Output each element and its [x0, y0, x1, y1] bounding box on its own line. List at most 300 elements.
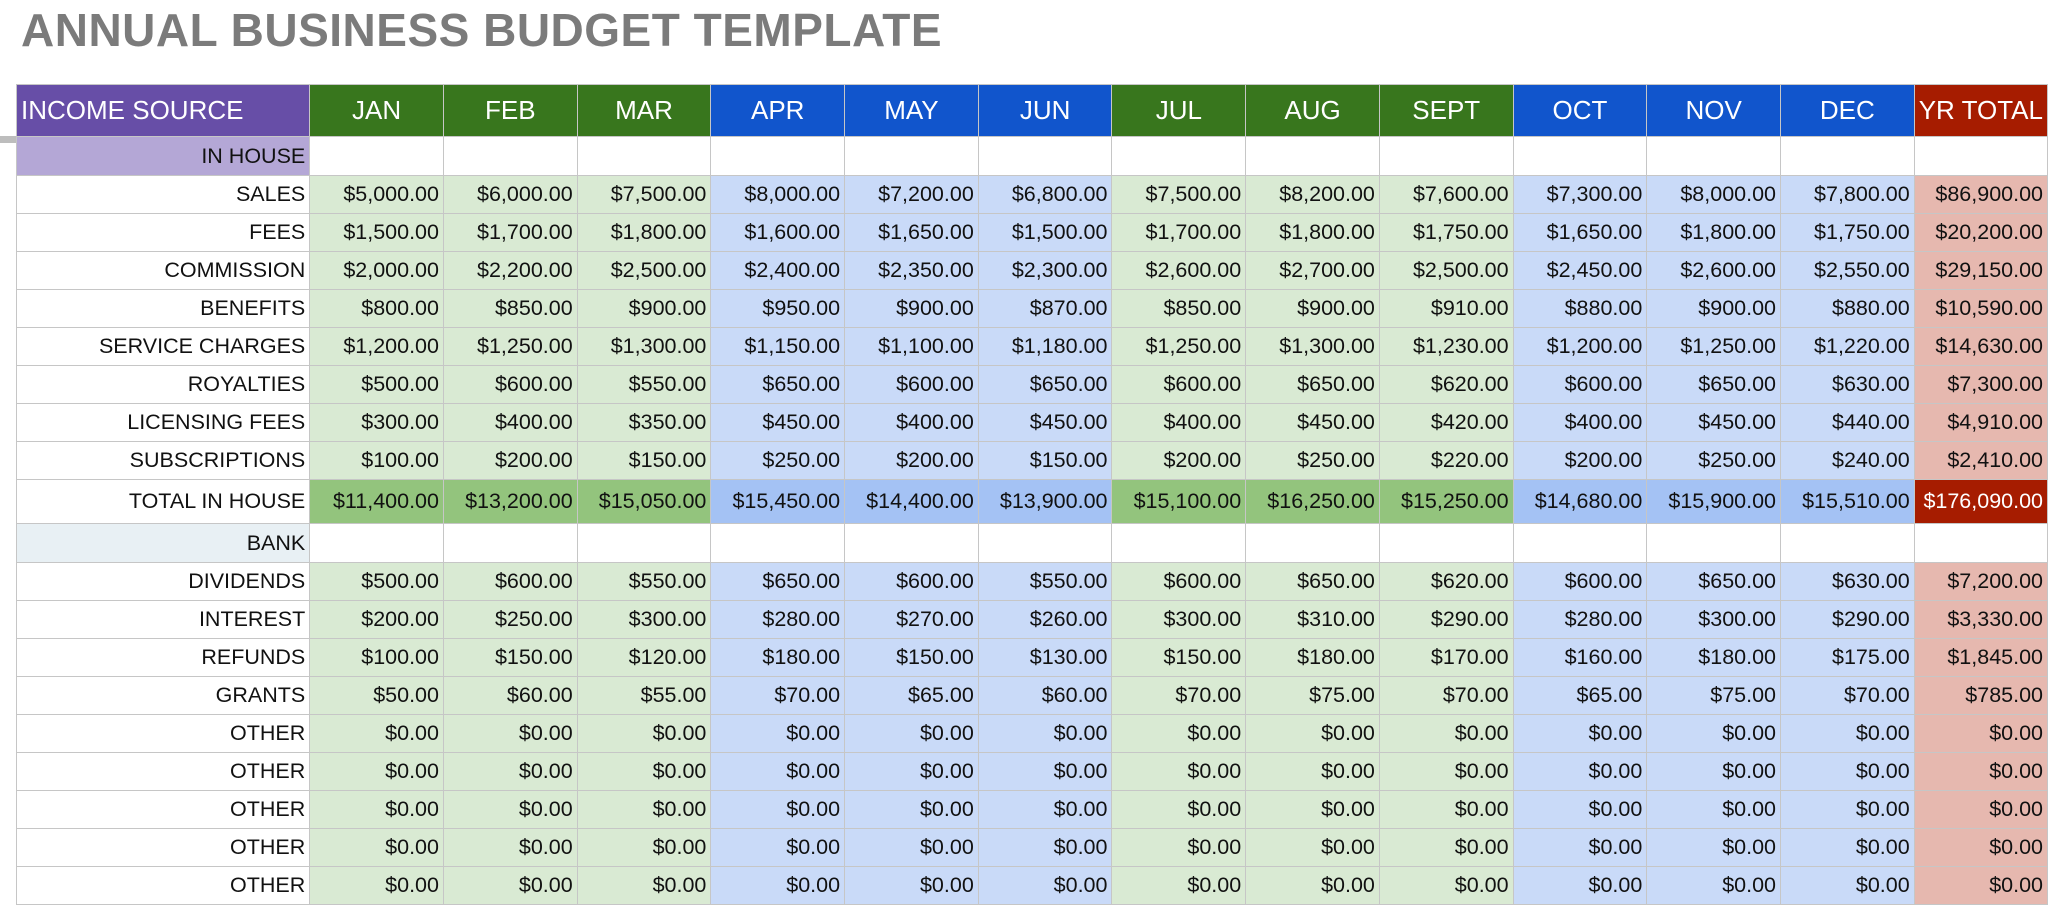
- total-row-label[interactable]: TOTAL IN HOUSE: [17, 480, 310, 524]
- value-cell-jul[interactable]: $0.00: [1112, 753, 1246, 791]
- value-cell-jul[interactable]: $2,600.00: [1112, 252, 1246, 290]
- value-cell-dec[interactable]: $0.00: [1781, 829, 1915, 867]
- value-cell-apr[interactable]: $0.00: [711, 867, 845, 905]
- yr-total-cell[interactable]: $0.00: [1914, 829, 2047, 867]
- value-cell-sept[interactable]: $0.00: [1379, 791, 1513, 829]
- value-cell-sept[interactable]: $420.00: [1379, 404, 1513, 442]
- section-heading-bank[interactable]: BANK: [17, 524, 310, 563]
- value-cell-jan[interactable]: $0.00: [310, 829, 444, 867]
- value-cell-may[interactable]: $600.00: [845, 563, 979, 601]
- value-cell-oct[interactable]: $1,200.00: [1513, 328, 1647, 366]
- value-cell-mar[interactable]: $2,500.00: [577, 252, 711, 290]
- row-label[interactable]: FEES: [17, 214, 310, 252]
- table-row: [17, 404, 2048, 442]
- value-cell-jun[interactable]: $150.00: [978, 442, 1112, 480]
- value-cell-mar[interactable]: $1,300.00: [577, 328, 711, 366]
- value-cell-feb[interactable]: $0.00: [443, 829, 577, 867]
- table-row: [17, 677, 2048, 715]
- value-cell-nov[interactable]: $2,600.00: [1647, 252, 1781, 290]
- yr-total-cell[interactable]: $14,630.00: [1914, 328, 2047, 366]
- month-header-apr[interactable]: APR: [711, 85, 845, 137]
- value-cell-oct[interactable]: $600.00: [1513, 563, 1647, 601]
- value-cell-sept[interactable]: $0.00: [1379, 753, 1513, 791]
- value-cell-oct[interactable]: $2,450.00: [1513, 252, 1647, 290]
- value-cell-feb[interactable]: $0.00: [443, 791, 577, 829]
- yr-total-cell[interactable]: $0.00: [1914, 753, 2047, 791]
- value-cell-mar[interactable]: $550.00: [577, 563, 711, 601]
- value-cell-dec[interactable]: $440.00: [1781, 404, 1915, 442]
- value-cell-aug[interactable]: $900.00: [1246, 290, 1380, 328]
- value-cell-dec[interactable]: $630.00: [1781, 563, 1915, 601]
- value-cell-nov[interactable]: $650.00: [1647, 563, 1781, 601]
- value-cell-apr[interactable]: $180.00: [711, 639, 845, 677]
- value-cell-apr[interactable]: $650.00: [711, 563, 845, 601]
- row-label[interactable]: SALES: [17, 176, 310, 214]
- row-label[interactable]: COMMISSION: [17, 252, 310, 290]
- section-heading-in-house[interactable]: IN HOUSE: [17, 137, 310, 176]
- value-cell-jul[interactable]: $300.00: [1112, 601, 1246, 639]
- value-cell-jul[interactable]: $400.00: [1112, 404, 1246, 442]
- value-cell-jan[interactable]: $0.00: [310, 791, 444, 829]
- value-cell-jul[interactable]: $850.00: [1112, 290, 1246, 328]
- yr-total-cell[interactable]: $29,150.00: [1914, 252, 2047, 290]
- value-cell-sept[interactable]: $620.00: [1379, 563, 1513, 601]
- value-cell-jun[interactable]: $1,180.00: [978, 328, 1112, 366]
- row-label[interactable]: GRANTS: [17, 677, 310, 715]
- value-cell-aug[interactable]: $1,800.00: [1246, 214, 1380, 252]
- section-row-in-house: [17, 137, 2048, 176]
- yr-total-cell[interactable]: $7,300.00: [1914, 366, 2047, 404]
- value-cell-dec[interactable]: $290.00: [1781, 601, 1915, 639]
- blank-cell[interactable]: [1246, 137, 1380, 176]
- blank-cell[interactable]: [1647, 137, 1781, 176]
- row-label[interactable]: SUBSCRIPTIONS: [17, 442, 310, 480]
- value-cell-may[interactable]: $0.00: [845, 715, 979, 753]
- month-header-dec[interactable]: DEC: [1781, 85, 1915, 137]
- row-label[interactable]: DIVIDENDS: [17, 563, 310, 601]
- value-cell-apr[interactable]: $2,400.00: [711, 252, 845, 290]
- row-label[interactable]: OTHER: [17, 715, 310, 753]
- blank-cell[interactable]: [1781, 137, 1915, 176]
- income-source-header[interactable]: INCOME SOURCE: [17, 85, 310, 137]
- value-cell-nov[interactable]: $0.00: [1647, 791, 1781, 829]
- value-cell-jan[interactable]: $100.00: [310, 442, 444, 480]
- table-row: [17, 442, 2048, 480]
- blank-cell[interactable]: [1513, 137, 1647, 176]
- value-cell-nov[interactable]: $75.00: [1647, 677, 1781, 715]
- value-cell-jun[interactable]: $260.00: [978, 601, 1112, 639]
- value-cell-sept[interactable]: $170.00: [1379, 639, 1513, 677]
- value-cell-mar[interactable]: $1,800.00: [577, 214, 711, 252]
- value-cell-feb[interactable]: $200.00: [443, 442, 577, 480]
- value-cell-jul[interactable]: $0.00: [1112, 791, 1246, 829]
- value-cell-may[interactable]: $200.00: [845, 442, 979, 480]
- value-cell-jan[interactable]: $800.00: [310, 290, 444, 328]
- value-cell-sept[interactable]: $290.00: [1379, 601, 1513, 639]
- value-cell-apr[interactable]: $0.00: [711, 715, 845, 753]
- blank-cell[interactable]: [577, 137, 711, 176]
- value-cell-aug[interactable]: $2,700.00: [1246, 252, 1380, 290]
- total-cell-jul[interactable]: $15,100.00: [1112, 480, 1246, 524]
- value-cell-apr[interactable]: $0.00: [711, 753, 845, 791]
- blank-cell[interactable]: [1914, 137, 2047, 176]
- value-cell-jun[interactable]: $1,500.00: [978, 214, 1112, 252]
- value-cell-mar[interactable]: $0.00: [577, 753, 711, 791]
- blank-cell[interactable]: [978, 524, 1112, 563]
- row-label[interactable]: LICENSING FEES: [17, 404, 310, 442]
- blank-cell[interactable]: [1647, 524, 1781, 563]
- value-cell-jan[interactable]: $1,500.00: [310, 214, 444, 252]
- value-cell-aug[interactable]: $0.00: [1246, 753, 1380, 791]
- value-cell-jul[interactable]: $7,500.00: [1112, 176, 1246, 214]
- value-cell-may[interactable]: $0.00: [845, 829, 979, 867]
- grand-total-cell[interactable]: $176,090.00: [1914, 480, 2047, 524]
- value-cell-dec[interactable]: $70.00: [1781, 677, 1915, 715]
- yr-total-cell[interactable]: $0.00: [1914, 715, 2047, 753]
- value-cell-aug[interactable]: $0.00: [1246, 715, 1380, 753]
- value-cell-dec[interactable]: $240.00: [1781, 442, 1915, 480]
- value-cell-jan[interactable]: $2,000.00: [310, 252, 444, 290]
- value-cell-nov[interactable]: $0.00: [1647, 715, 1781, 753]
- total-cell-sept[interactable]: $15,250.00: [1379, 480, 1513, 524]
- value-cell-may[interactable]: $150.00: [845, 639, 979, 677]
- value-cell-jan[interactable]: $50.00: [310, 677, 444, 715]
- row-label[interactable]: INTEREST: [17, 601, 310, 639]
- value-cell-jul[interactable]: $600.00: [1112, 563, 1246, 601]
- value-cell-aug[interactable]: $180.00: [1246, 639, 1380, 677]
- value-cell-mar[interactable]: $0.00: [577, 867, 711, 905]
- yr-total-cell[interactable]: $2,410.00: [1914, 442, 2047, 480]
- value-cell-sept[interactable]: $620.00: [1379, 366, 1513, 404]
- total-cell-feb[interactable]: $13,200.00: [443, 480, 577, 524]
- blank-cell[interactable]: [577, 524, 711, 563]
- value-cell-jun[interactable]: $650.00: [978, 366, 1112, 404]
- value-cell-jul[interactable]: $70.00: [1112, 677, 1246, 715]
- value-cell-jan[interactable]: $0.00: [310, 753, 444, 791]
- value-cell-dec[interactable]: $1,750.00: [1781, 214, 1915, 252]
- total-cell-jun[interactable]: $13,900.00: [978, 480, 1112, 524]
- total-cell-nov[interactable]: $15,900.00: [1647, 480, 1781, 524]
- value-cell-feb[interactable]: $6,000.00: [443, 176, 577, 214]
- blank-cell[interactable]: [711, 137, 845, 176]
- value-cell-mar[interactable]: $900.00: [577, 290, 711, 328]
- value-cell-may[interactable]: $1,650.00: [845, 214, 979, 252]
- value-cell-aug[interactable]: $75.00: [1246, 677, 1380, 715]
- value-cell-aug[interactable]: $8,200.00: [1246, 176, 1380, 214]
- value-cell-sept[interactable]: $70.00: [1379, 677, 1513, 715]
- row-label[interactable]: REFUNDS: [17, 639, 310, 677]
- value-cell-nov[interactable]: $300.00: [1647, 601, 1781, 639]
- value-cell-jan[interactable]: $200.00: [310, 601, 444, 639]
- value-cell-jan[interactable]: $5,000.00: [310, 176, 444, 214]
- value-cell-may[interactable]: $0.00: [845, 753, 979, 791]
- value-cell-jul[interactable]: $600.00: [1112, 366, 1246, 404]
- value-cell-mar[interactable]: $7,500.00: [577, 176, 711, 214]
- total-cell-may[interactable]: $14,400.00: [845, 480, 979, 524]
- value-cell-jan[interactable]: $300.00: [310, 404, 444, 442]
- value-cell-jun[interactable]: $0.00: [978, 867, 1112, 905]
- value-cell-apr[interactable]: $450.00: [711, 404, 845, 442]
- month-header-feb[interactable]: FEB: [443, 85, 577, 137]
- value-cell-mar[interactable]: $550.00: [577, 366, 711, 404]
- value-cell-jul[interactable]: $0.00: [1112, 829, 1246, 867]
- value-cell-aug[interactable]: $250.00: [1246, 442, 1380, 480]
- value-cell-aug[interactable]: $0.00: [1246, 791, 1380, 829]
- value-cell-feb[interactable]: $60.00: [443, 677, 577, 715]
- value-cell-jul[interactable]: $1,700.00: [1112, 214, 1246, 252]
- total-cell-apr[interactable]: $15,450.00: [711, 480, 845, 524]
- value-cell-dec[interactable]: $630.00: [1781, 366, 1915, 404]
- yr-total-cell[interactable]: $20,200.00: [1914, 214, 2047, 252]
- row-label[interactable]: BENEFITS: [17, 290, 310, 328]
- blank-cell[interactable]: [443, 524, 577, 563]
- yr-total-cell[interactable]: $10,590.00: [1914, 290, 2047, 328]
- blank-cell[interactable]: [711, 524, 845, 563]
- blank-cell[interactable]: [1379, 524, 1513, 563]
- value-cell-dec[interactable]: $0.00: [1781, 753, 1915, 791]
- blank-cell[interactable]: [1781, 524, 1915, 563]
- blank-cell[interactable]: [1246, 524, 1380, 563]
- blank-cell[interactable]: [1513, 524, 1647, 563]
- total-cell-aug[interactable]: $16,250.00: [1246, 480, 1380, 524]
- value-cell-sept[interactable]: $1,230.00: [1379, 328, 1513, 366]
- month-header-jan[interactable]: JAN: [310, 85, 444, 137]
- value-cell-jun[interactable]: $0.00: [978, 791, 1112, 829]
- value-cell-may[interactable]: $600.00: [845, 366, 979, 404]
- value-cell-mar[interactable]: $55.00: [577, 677, 711, 715]
- month-header-aug[interactable]: AUG: [1246, 85, 1380, 137]
- month-header-jun[interactable]: JUN: [978, 85, 1112, 137]
- value-cell-nov[interactable]: $900.00: [1647, 290, 1781, 328]
- value-cell-may[interactable]: $7,200.00: [845, 176, 979, 214]
- value-cell-aug[interactable]: $650.00: [1246, 366, 1380, 404]
- value-cell-nov[interactable]: $8,000.00: [1647, 176, 1781, 214]
- month-header-mar[interactable]: MAR: [577, 85, 711, 137]
- value-cell-feb[interactable]: $250.00: [443, 601, 577, 639]
- value-cell-sept[interactable]: $0.00: [1379, 829, 1513, 867]
- month-header-jul[interactable]: JUL: [1112, 85, 1246, 137]
- value-cell-feb[interactable]: $600.00: [443, 366, 577, 404]
- value-cell-jun[interactable]: $0.00: [978, 753, 1112, 791]
- value-cell-feb[interactable]: $0.00: [443, 867, 577, 905]
- total-cell-dec[interactable]: $15,510.00: [1781, 480, 1915, 524]
- value-cell-jun[interactable]: $870.00: [978, 290, 1112, 328]
- value-cell-sept[interactable]: $0.00: [1379, 867, 1513, 905]
- value-cell-jun[interactable]: $550.00: [978, 563, 1112, 601]
- value-cell-may[interactable]: $1,100.00: [845, 328, 979, 366]
- total-cell-oct[interactable]: $14,680.00: [1513, 480, 1647, 524]
- total-cell-jan[interactable]: $11,400.00: [310, 480, 444, 524]
- value-cell-nov[interactable]: $450.00: [1647, 404, 1781, 442]
- value-cell-apr[interactable]: $0.00: [711, 829, 845, 867]
- value-cell-feb[interactable]: $850.00: [443, 290, 577, 328]
- yr-total-cell[interactable]: $4,910.00: [1914, 404, 2047, 442]
- value-cell-may[interactable]: $0.00: [845, 867, 979, 905]
- value-cell-dec[interactable]: $0.00: [1781, 867, 1915, 905]
- value-cell-feb[interactable]: $600.00: [443, 563, 577, 601]
- value-cell-jan[interactable]: $500.00: [310, 366, 444, 404]
- value-cell-may[interactable]: $900.00: [845, 290, 979, 328]
- value-cell-dec[interactable]: $880.00: [1781, 290, 1915, 328]
- value-cell-jul[interactable]: $150.00: [1112, 639, 1246, 677]
- value-cell-may[interactable]: $0.00: [845, 791, 979, 829]
- value-cell-mar[interactable]: $0.00: [577, 829, 711, 867]
- value-cell-may[interactable]: $400.00: [845, 404, 979, 442]
- value-cell-aug[interactable]: $0.00: [1246, 829, 1380, 867]
- value-cell-jan[interactable]: $100.00: [310, 639, 444, 677]
- table-row: [17, 829, 2048, 867]
- value-cell-mar[interactable]: $350.00: [577, 404, 711, 442]
- value-cell-apr[interactable]: $280.00: [711, 601, 845, 639]
- value-cell-jun[interactable]: $60.00: [978, 677, 1112, 715]
- value-cell-mar[interactable]: $0.00: [577, 715, 711, 753]
- value-cell-mar[interactable]: $300.00: [577, 601, 711, 639]
- value-cell-oct[interactable]: $600.00: [1513, 366, 1647, 404]
- value-cell-nov[interactable]: $0.00: [1647, 753, 1781, 791]
- value-cell-nov[interactable]: $180.00: [1647, 639, 1781, 677]
- value-cell-apr[interactable]: $8,000.00: [711, 176, 845, 214]
- month-header-oct[interactable]: OCT: [1513, 85, 1647, 137]
- value-cell-jun[interactable]: $6,800.00: [978, 176, 1112, 214]
- blank-cell[interactable]: [845, 137, 979, 176]
- yr-total-cell[interactable]: $7,200.00: [1914, 563, 2047, 601]
- value-cell-oct[interactable]: $7,300.00: [1513, 176, 1647, 214]
- row-label[interactable]: OTHER: [17, 753, 310, 791]
- blank-cell[interactable]: [443, 137, 577, 176]
- value-cell-jul[interactable]: $0.00: [1112, 867, 1246, 905]
- value-cell-aug[interactable]: $650.00: [1246, 563, 1380, 601]
- value-cell-nov[interactable]: $1,800.00: [1647, 214, 1781, 252]
- value-cell-apr[interactable]: $950.00: [711, 290, 845, 328]
- value-cell-nov[interactable]: $250.00: [1647, 442, 1781, 480]
- value-cell-aug[interactable]: $450.00: [1246, 404, 1380, 442]
- row-label[interactable]: OTHER: [17, 867, 310, 905]
- value-cell-mar[interactable]: $0.00: [577, 791, 711, 829]
- value-cell-oct[interactable]: $1,650.00: [1513, 214, 1647, 252]
- value-cell-dec[interactable]: $2,550.00: [1781, 252, 1915, 290]
- value-cell-aug[interactable]: $1,300.00: [1246, 328, 1380, 366]
- month-header-nov[interactable]: NOV: [1647, 85, 1781, 137]
- value-cell-oct[interactable]: $400.00: [1513, 404, 1647, 442]
- value-cell-jul[interactable]: $200.00: [1112, 442, 1246, 480]
- value-cell-dec[interactable]: $0.00: [1781, 715, 1915, 753]
- value-cell-nov[interactable]: $0.00: [1647, 829, 1781, 867]
- value-cell-sept[interactable]: $220.00: [1379, 442, 1513, 480]
- value-cell-oct[interactable]: $0.00: [1513, 715, 1647, 753]
- yr-total-cell[interactable]: $3,330.00: [1914, 601, 2047, 639]
- yr-total-cell[interactable]: $785.00: [1914, 677, 2047, 715]
- value-cell-apr[interactable]: $1,150.00: [711, 328, 845, 366]
- value-cell-dec[interactable]: $7,800.00: [1781, 176, 1915, 214]
- blank-cell[interactable]: [845, 524, 979, 563]
- blank-cell[interactable]: [1112, 524, 1246, 563]
- value-cell-oct[interactable]: $0.00: [1513, 791, 1647, 829]
- value-cell-oct[interactable]: $65.00: [1513, 677, 1647, 715]
- blank-cell[interactable]: [978, 137, 1112, 176]
- value-cell-feb[interactable]: $0.00: [443, 715, 577, 753]
- value-cell-oct[interactable]: $160.00: [1513, 639, 1647, 677]
- value-cell-feb[interactable]: $0.00: [443, 753, 577, 791]
- yr-total-cell[interactable]: $1,845.00: [1914, 639, 2047, 677]
- value-cell-oct[interactable]: $280.00: [1513, 601, 1647, 639]
- value-cell-sept[interactable]: $910.00: [1379, 290, 1513, 328]
- blank-cell[interactable]: [1112, 137, 1246, 176]
- value-cell-dec[interactable]: $175.00: [1781, 639, 1915, 677]
- value-cell-jan[interactable]: $0.00: [310, 715, 444, 753]
- value-cell-oct[interactable]: $880.00: [1513, 290, 1647, 328]
- total-cell-mar[interactable]: $15,050.00: [577, 480, 711, 524]
- month-header-may[interactable]: MAY: [845, 85, 979, 137]
- value-cell-apr[interactable]: $650.00: [711, 366, 845, 404]
- value-cell-nov[interactable]: $650.00: [1647, 366, 1781, 404]
- value-cell-aug[interactable]: $0.00: [1246, 867, 1380, 905]
- yr-total-header[interactable]: YR TOTAL: [1914, 85, 2047, 137]
- value-cell-dec[interactable]: $1,220.00: [1781, 328, 1915, 366]
- row-label[interactable]: ROYALTIES: [17, 366, 310, 404]
- value-cell-may[interactable]: $65.00: [845, 677, 979, 715]
- value-cell-jun[interactable]: $2,300.00: [978, 252, 1112, 290]
- yr-total-cell[interactable]: $0.00: [1914, 791, 2047, 829]
- value-cell-feb[interactable]: $1,250.00: [443, 328, 577, 366]
- blank-cell[interactable]: [1379, 137, 1513, 176]
- blank-cell[interactable]: [310, 137, 444, 176]
- value-cell-may[interactable]: $2,350.00: [845, 252, 979, 290]
- value-cell-sept[interactable]: $7,600.00: [1379, 176, 1513, 214]
- row-label[interactable]: SERVICE CHARGES: [17, 328, 310, 366]
- blank-cell[interactable]: [1914, 524, 2047, 563]
- value-cell-dec[interactable]: $0.00: [1781, 791, 1915, 829]
- value-cell-oct[interactable]: $0.00: [1513, 829, 1647, 867]
- value-cell-apr[interactable]: $0.00: [711, 791, 845, 829]
- value-cell-sept[interactable]: $0.00: [1379, 715, 1513, 753]
- table-row: [17, 290, 2048, 328]
- value-cell-oct[interactable]: $0.00: [1513, 867, 1647, 905]
- value-cell-jun[interactable]: $450.00: [978, 404, 1112, 442]
- value-cell-jan[interactable]: $500.00: [310, 563, 444, 601]
- value-cell-sept[interactable]: $1,750.00: [1379, 214, 1513, 252]
- value-cell-nov[interactable]: $1,250.00: [1647, 328, 1781, 366]
- row-label[interactable]: OTHER: [17, 791, 310, 829]
- value-cell-jun[interactable]: $0.00: [978, 715, 1112, 753]
- value-cell-jul[interactable]: $0.00: [1112, 715, 1246, 753]
- value-cell-feb[interactable]: $150.00: [443, 639, 577, 677]
- value-cell-nov[interactable]: $0.00: [1647, 867, 1781, 905]
- value-cell-feb[interactable]: $2,200.00: [443, 252, 577, 290]
- value-cell-mar[interactable]: $120.00: [577, 639, 711, 677]
- value-cell-sept[interactable]: $2,500.00: [1379, 252, 1513, 290]
- value-cell-jan[interactable]: $1,200.00: [310, 328, 444, 366]
- yr-total-cell[interactable]: $86,900.00: [1914, 176, 2047, 214]
- blank-cell[interactable]: [310, 524, 444, 563]
- value-cell-jul[interactable]: $1,250.00: [1112, 328, 1246, 366]
- value-cell-apr[interactable]: $1,600.00: [711, 214, 845, 252]
- value-cell-jan[interactable]: $0.00: [310, 867, 444, 905]
- month-header-sept[interactable]: SEPT: [1379, 85, 1513, 137]
- value-cell-oct[interactable]: $0.00: [1513, 753, 1647, 791]
- yr-total-cell[interactable]: $0.00: [1914, 867, 2047, 905]
- value-cell-oct[interactable]: $200.00: [1513, 442, 1647, 480]
- value-cell-apr[interactable]: $70.00: [711, 677, 845, 715]
- value-cell-jun[interactable]: $0.00: [978, 829, 1112, 867]
- value-cell-mar[interactable]: $150.00: [577, 442, 711, 480]
- value-cell-jun[interactable]: $130.00: [978, 639, 1112, 677]
- value-cell-may[interactable]: $270.00: [845, 601, 979, 639]
- value-cell-feb[interactable]: $1,700.00: [443, 214, 577, 252]
- value-cell-feb[interactable]: $400.00: [443, 404, 577, 442]
- value-cell-apr[interactable]: $250.00: [711, 442, 845, 480]
- row-label[interactable]: OTHER: [17, 829, 310, 867]
- value-cell-aug[interactable]: $310.00: [1246, 601, 1380, 639]
